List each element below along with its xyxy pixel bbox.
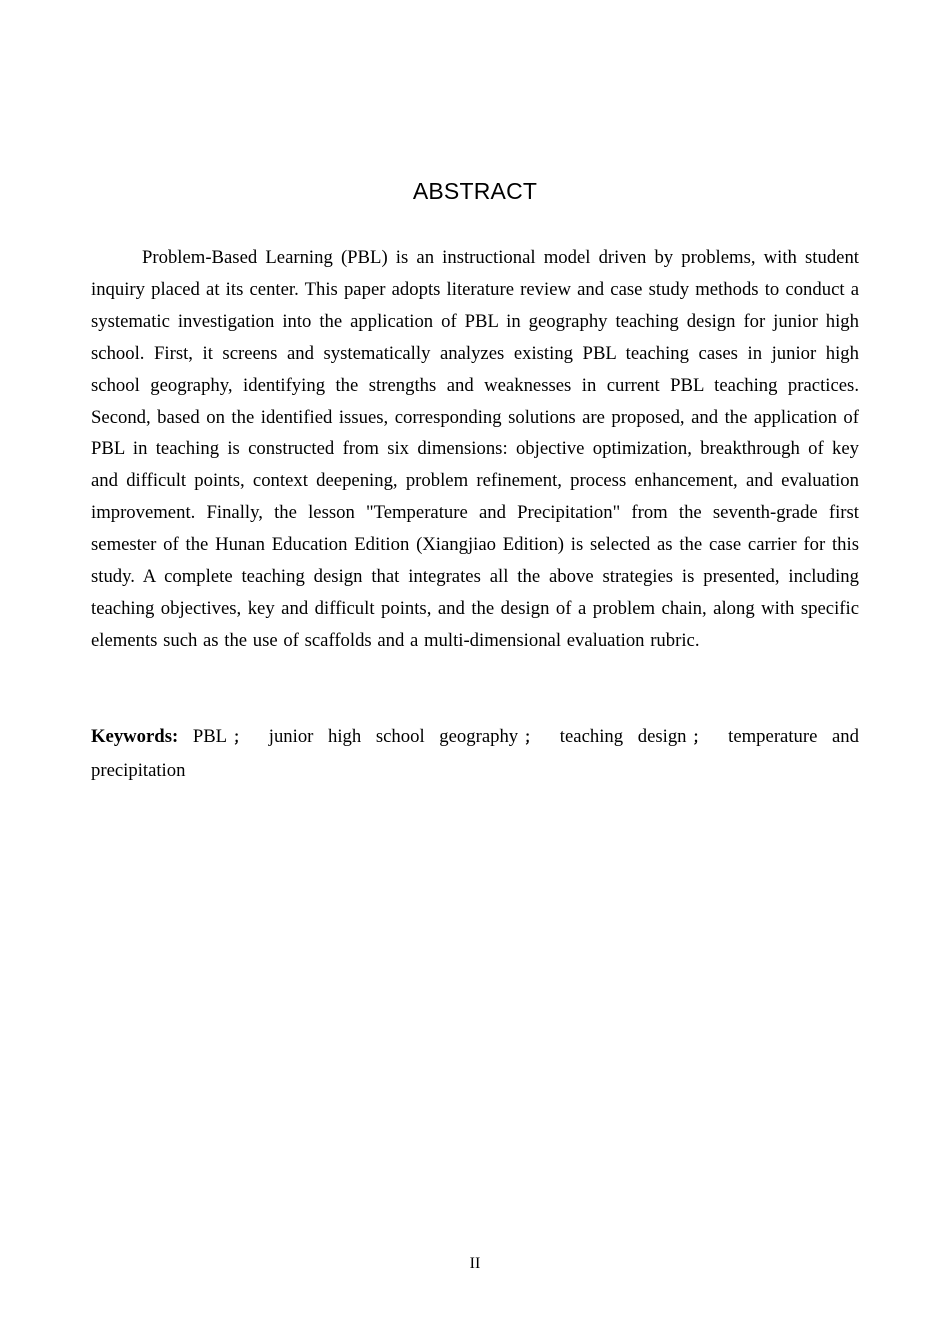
page-number: II bbox=[469, 1255, 481, 1272]
keywords-label: Keywords: bbox=[91, 726, 179, 747]
keyword-separator: ； bbox=[524, 730, 540, 746]
keyword-separator: ； bbox=[692, 730, 708, 746]
keyword-item: PBL bbox=[192, 726, 228, 747]
keyword-item: teaching design bbox=[559, 726, 687, 747]
keyword-item: junior high school geography bbox=[268, 726, 519, 747]
keyword-separator: ； bbox=[233, 730, 249, 746]
abstract-title: ABSTRACT bbox=[412, 178, 538, 204]
abstract-body: Problem-Based Learning (PBL) is an instructional model driven by problems, with student inquiry placed at its center. This paper adopts literature review and case study methods to conduct a systematic investigation into the application of PBL in geography teaching design for junior high school. First, it screens and systematically analyzes existing PBL teaching cases in junior high school geography, identifying the strengths and weaknesses in current PBL teaching practices. Second, based on the identified issues, corresponding solutions are proposed, and the application of PBL in teaching is constructed from six dimensions: objective optimization, breakthrough of key and difficult points, context deepening, problem refinement, process enhancement, and evaluation improvement. Finally, the lesson "Temperature and Precipitation" from the seventh-grade first semester of the Hunan Education Edition (Xiangjiao Edition) is selected as the case carrier for this study. A complete teaching design that integrates all the above strategies is presented, including teaching objectives, key and difficult points, and the design of a problem chain, along with specific elements such as the use of scaffolds and a multi-dimensional evaluation rubric. bbox=[91, 247, 859, 651]
keywords-line bbox=[91, 721, 859, 786]
keyword-item: temperature and precipitation bbox=[91, 726, 859, 781]
